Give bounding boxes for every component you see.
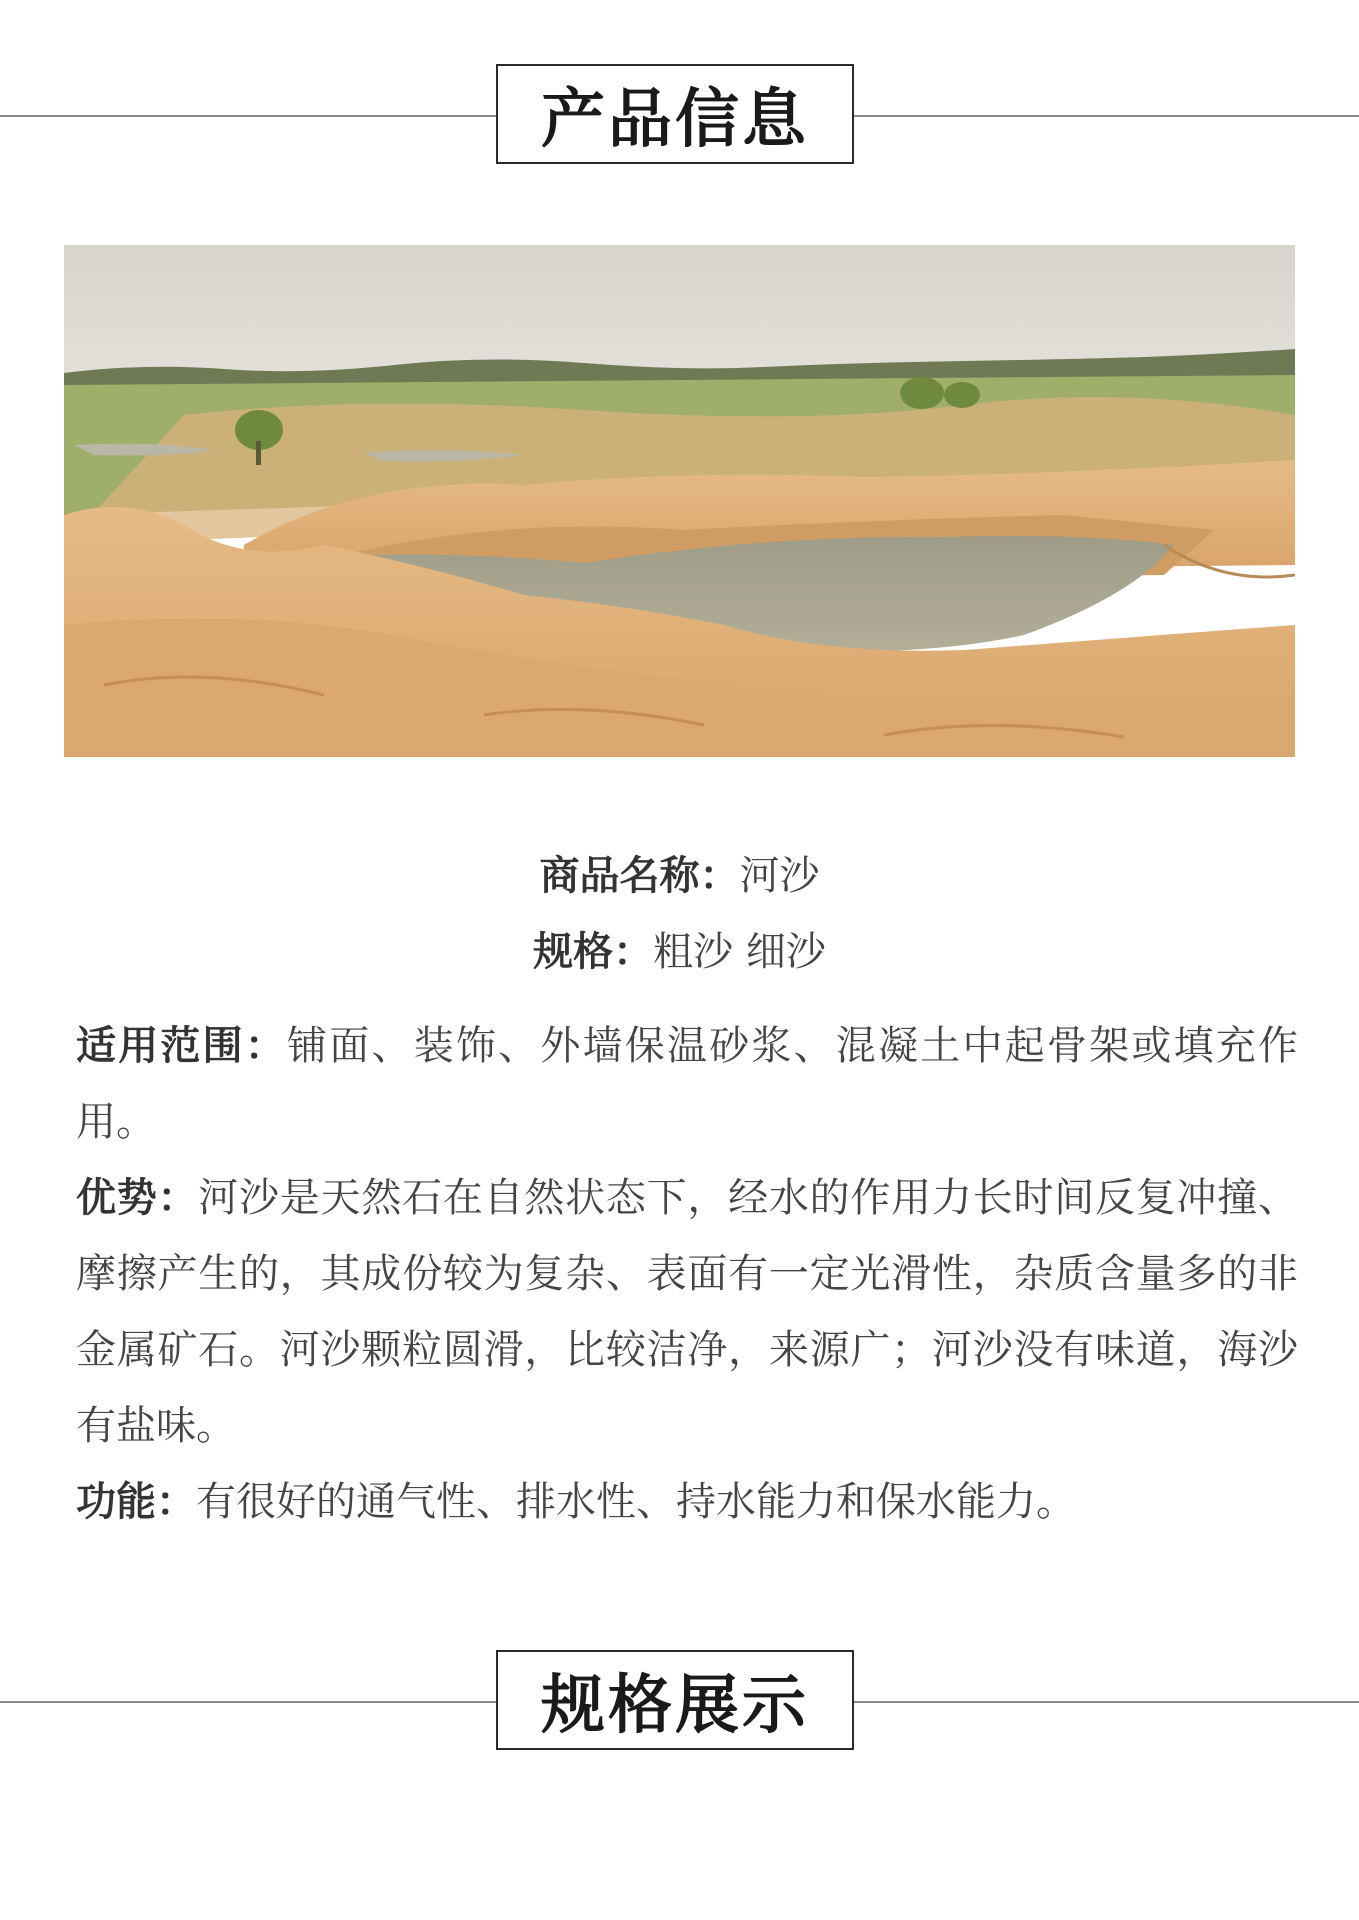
section-header-spec-display (0, 1650, 1359, 1754)
product-photo-river-sand (64, 245, 1295, 757)
product-name-line (0, 838, 1359, 914)
product-spec-value: 粗沙 细沙 (653, 929, 826, 975)
product-summary (0, 838, 1359, 990)
function-text: 有很好的通气性、排水性、持水能力和保水能力。 (196, 1479, 1076, 1525)
product-name-label: 商品名称： (539, 853, 740, 899)
scope-text: 铺面、装饰、外墙保温砂浆、混凝土中起骨架或填充作用。 (76, 1023, 1299, 1145)
section-header-product-info (0, 64, 1359, 168)
product-details (76, 1008, 1298, 1540)
advantage-paragraph (76, 1160, 1298, 1464)
scope-paragraph (76, 1008, 1298, 1160)
header-title-box (496, 1650, 854, 1750)
scope-label: 适用范围： (76, 1023, 288, 1069)
product-spec-label: 规格： (533, 929, 654, 975)
advantage-label: 优势： (76, 1175, 199, 1221)
product-spec-line (0, 914, 1359, 990)
header-title-box (496, 64, 854, 164)
function-label: 功能： (76, 1479, 196, 1525)
section-title: 产品信息 (541, 83, 809, 157)
product-name-value: 河沙 (739, 853, 820, 899)
function-paragraph (76, 1464, 1298, 1540)
section-title: 规格展示 (541, 1669, 809, 1743)
advantage-text: 河沙是天然石在自然状态下，经水的作用力长时间反复冲撞、摩擦产生的，其成份较为复杂、表面有一定光滑性，杂质含量多的非金属矿石。河沙颗粒圆滑，比较洁净，来源广；河沙没有味道，海沙有盐味。 (76, 1175, 1299, 1449)
